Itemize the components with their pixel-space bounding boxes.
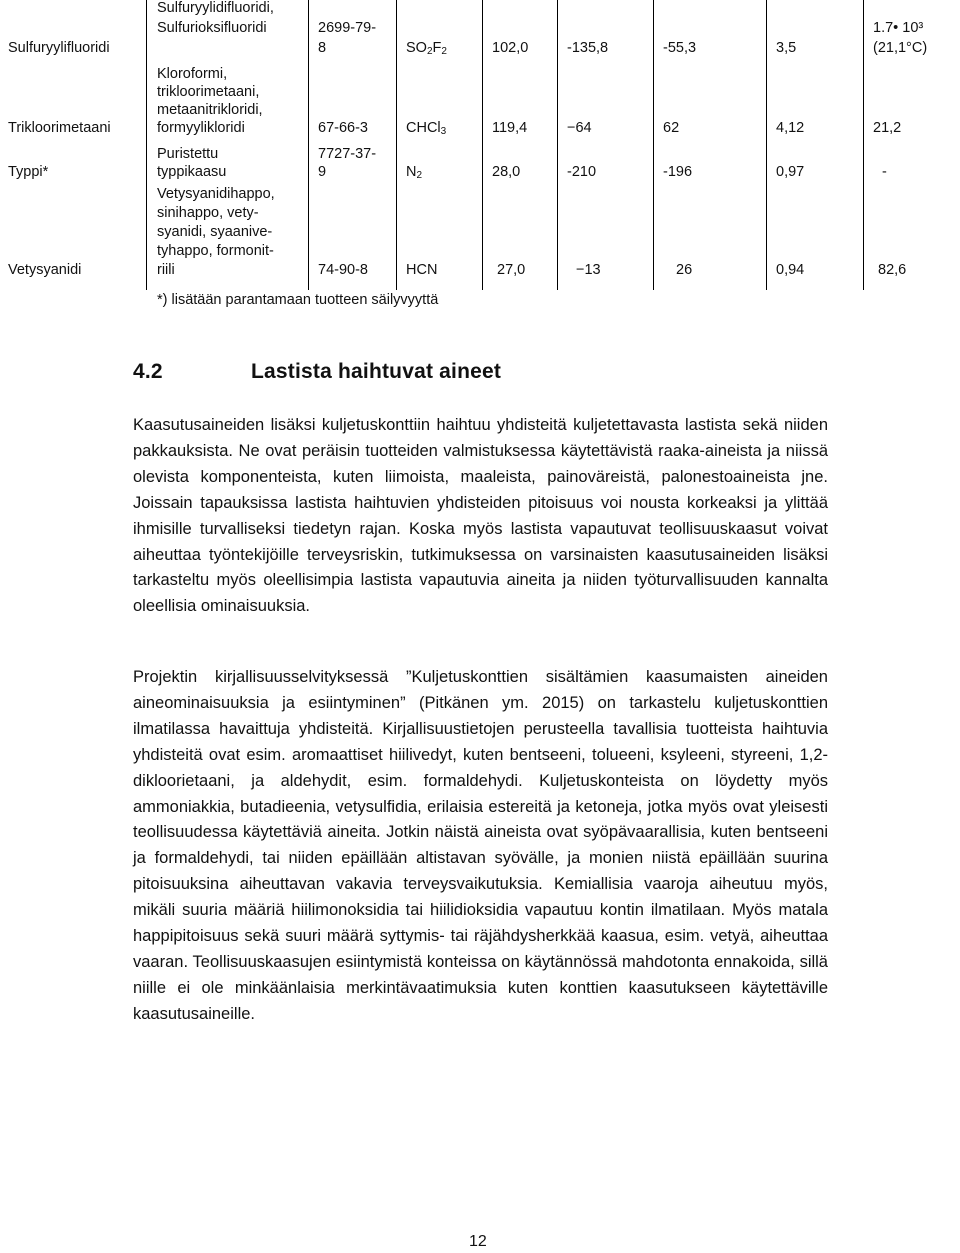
row-vapor-pressure: - bbox=[882, 164, 887, 180]
body-paragraph: Kaasutusaineiden lisäksi kuljetuskonttiin haihtuu yhdisteitä kuljetettavasta lastista sekä niiden pakkauksista. Ne ovat peräisin tuotteiden valmistuksessa käytettävistä raaka-aineista ja niissä olevista komponenteista, kuten liimoista, maaleista, painoväreistä, palonestoaineista jne. Joissain tapauksissa lastista haihtuvien yhdisteiden pitoisuus voi nousta korkeaksi ja ylittää ihmisille turvalliseksi tiedetyn rajan. Koska myös lastista vapautuvat teollisuuskaasut voivat aiheuttaa työntekijöille terveysriskin, tutkimuksessa on varsinaisten kaasutusaineiden lisäksi tarkasteltu myös oleellisimpia lastista vapautuvia aineita ja niiden työturvallisuuden kannalta oleellisia ominaisuuksia. bbox=[133, 416, 828, 616]
row-name: Trikloorimetaani bbox=[8, 120, 111, 136]
row-synonym: Sulfurioksifluoridi bbox=[157, 20, 267, 36]
row-name: Vetysyanidi bbox=[8, 262, 82, 278]
row-cas: 2699-79- bbox=[318, 20, 377, 36]
row-synonym: Puristettu bbox=[157, 146, 219, 162]
table-rule bbox=[396, 0, 397, 290]
row-vapor-pressure: 82,6 bbox=[878, 262, 907, 278]
row-vapor-pressure: 1.7• 10³ bbox=[873, 20, 924, 36]
row-synonym: trikloorimetaani, bbox=[157, 84, 260, 100]
row-synonym: formyylikloridi bbox=[157, 120, 245, 136]
row-synonym: typpikaasu bbox=[157, 164, 227, 180]
chemical-properties-table bbox=[0, 0, 960, 290]
row-melting-point: -135,8 bbox=[567, 40, 609, 56]
table-footnote: *) lisätään parantamaan tuotteen säilyvyyttä bbox=[157, 292, 439, 308]
table-rule bbox=[146, 0, 147, 290]
row-molar-mass: 102,0 bbox=[492, 40, 529, 56]
section-number: 4.2 bbox=[133, 360, 163, 383]
row-synonym: syanidi, syaanive- bbox=[157, 224, 273, 240]
row-cas: 67-66-3 bbox=[318, 120, 368, 136]
row-vapor-pressure: (21,1°C) bbox=[873, 40, 928, 56]
row-cas: 7727-37- bbox=[318, 146, 377, 162]
table-rule bbox=[863, 0, 864, 290]
row-synonym: sinihappo, vety- bbox=[157, 205, 259, 221]
table-rule bbox=[766, 0, 767, 290]
section-heading bbox=[133, 360, 501, 384]
row-molar-mass: 28,0 bbox=[492, 164, 521, 180]
section-title: Lastista haihtuvat aineet bbox=[251, 360, 502, 383]
row-boiling-point: -55,3 bbox=[663, 40, 697, 56]
row-name: Typpi* bbox=[8, 164, 49, 180]
row-synonym: Kloroformi, bbox=[157, 66, 228, 82]
row-cas: 8 bbox=[318, 40, 327, 56]
row-synonym: Vetysyanidihappo, bbox=[157, 186, 275, 202]
page-number: 12 bbox=[469, 1233, 487, 1250]
row-molar-mass: 27,0 bbox=[497, 262, 526, 278]
row-boiling-point: 26 bbox=[676, 262, 693, 278]
row-synonym: Sulfuryylidifluoridi, bbox=[157, 0, 274, 16]
row-density: 4,12 bbox=[776, 120, 805, 136]
row-vapor-pressure: 21,2 bbox=[873, 120, 902, 136]
row-name: Sulfuryylifluoridi bbox=[8, 40, 110, 56]
table-rule bbox=[308, 0, 309, 290]
row-formula: CHCl$_3$ bbox=[406, 120, 447, 137]
row-melting-point: -210 bbox=[567, 164, 597, 180]
row-molar-mass: 119,4 bbox=[492, 120, 528, 136]
row-formula: HCN bbox=[406, 262, 438, 278]
row-boiling-point: -196 bbox=[663, 164, 693, 180]
row-cas: 74-90-8 bbox=[318, 262, 368, 278]
row-boiling-point: 62 bbox=[663, 120, 680, 136]
table-rule bbox=[653, 0, 654, 290]
row-density: 0,97 bbox=[776, 164, 805, 180]
row-synonym: tyhappo, formonit- bbox=[157, 243, 274, 259]
row-formula: $N_2$ bbox=[406, 164, 423, 181]
row-formula: $SO_2F_2$ bbox=[406, 40, 447, 57]
table-rule bbox=[482, 0, 483, 290]
row-synonym: riili bbox=[157, 262, 175, 278]
row-melting-point: −13 bbox=[576, 262, 601, 278]
table-rule bbox=[557, 0, 558, 290]
row-density: 0,94 bbox=[776, 262, 805, 278]
body-paragraph: Projektin kirjallisuusselvityksessä ”Kuljetuskonttien sisältämien kaasumaisten aineiden aineominaisuuksia ja esiintyminen” (Pitkänen ym. 2015) on tarkastelu kuljetuskonttien ilmatilassa havaittuja yhdisteitä. Kirjallisuustietojen perusteella tavallisia tuotteista haihtuvia yhdisteitä ovat esim. aromaattiset hiilivedyt, kuten bentseeni, tolueeni, ksyleeni, styreeni, 1,2-dikloorietaani, ja aldehydit, esim. formaldehydi. Kuljetuskonteista on löydetty myös ammoniakkia, butadieenia, vetysulfidia, erilaisia estereitä ja ketoneja, jotka myös ovat yleisesti teollisuudessa käytettäviä aineita. Jotkin näistä aineista ovat syöpävaarallisia, kuten bentseeni ja formaldehydi, tai niiden epäillään altistavan syövälle, ja monien niistä epäillään suurina pitoisuuksina aiheuttavan vakavia terveysvaikutuksia. Kemiallisia vaaroja aiheutuu myös, mikäli suuria määriä hiilimonoksidia tai hiilidioksidia vapautuu kontin ilmatilaan. Myös matala happipitoisuus sekä suuri määrä syttymis- tai räjähdysherkkää kaasua, esim. vetyä, aiheuttaa vaaran. Teollisuuskaasujen esiintymistä konteissa on käytännössä mahdotonta ennakoida, sillä niille ei ole minkäänlaisia merkintävaatimuksia kuten konttien kaasutukseen käytettäville kaasutusaineille. bbox=[133, 668, 828, 1023]
row-melting-point: −64 bbox=[567, 120, 592, 136]
row-density: 3,5 bbox=[776, 40, 797, 56]
row-synonym: metaanitrikloridi, bbox=[157, 102, 263, 118]
row-cas: 9 bbox=[318, 164, 327, 180]
